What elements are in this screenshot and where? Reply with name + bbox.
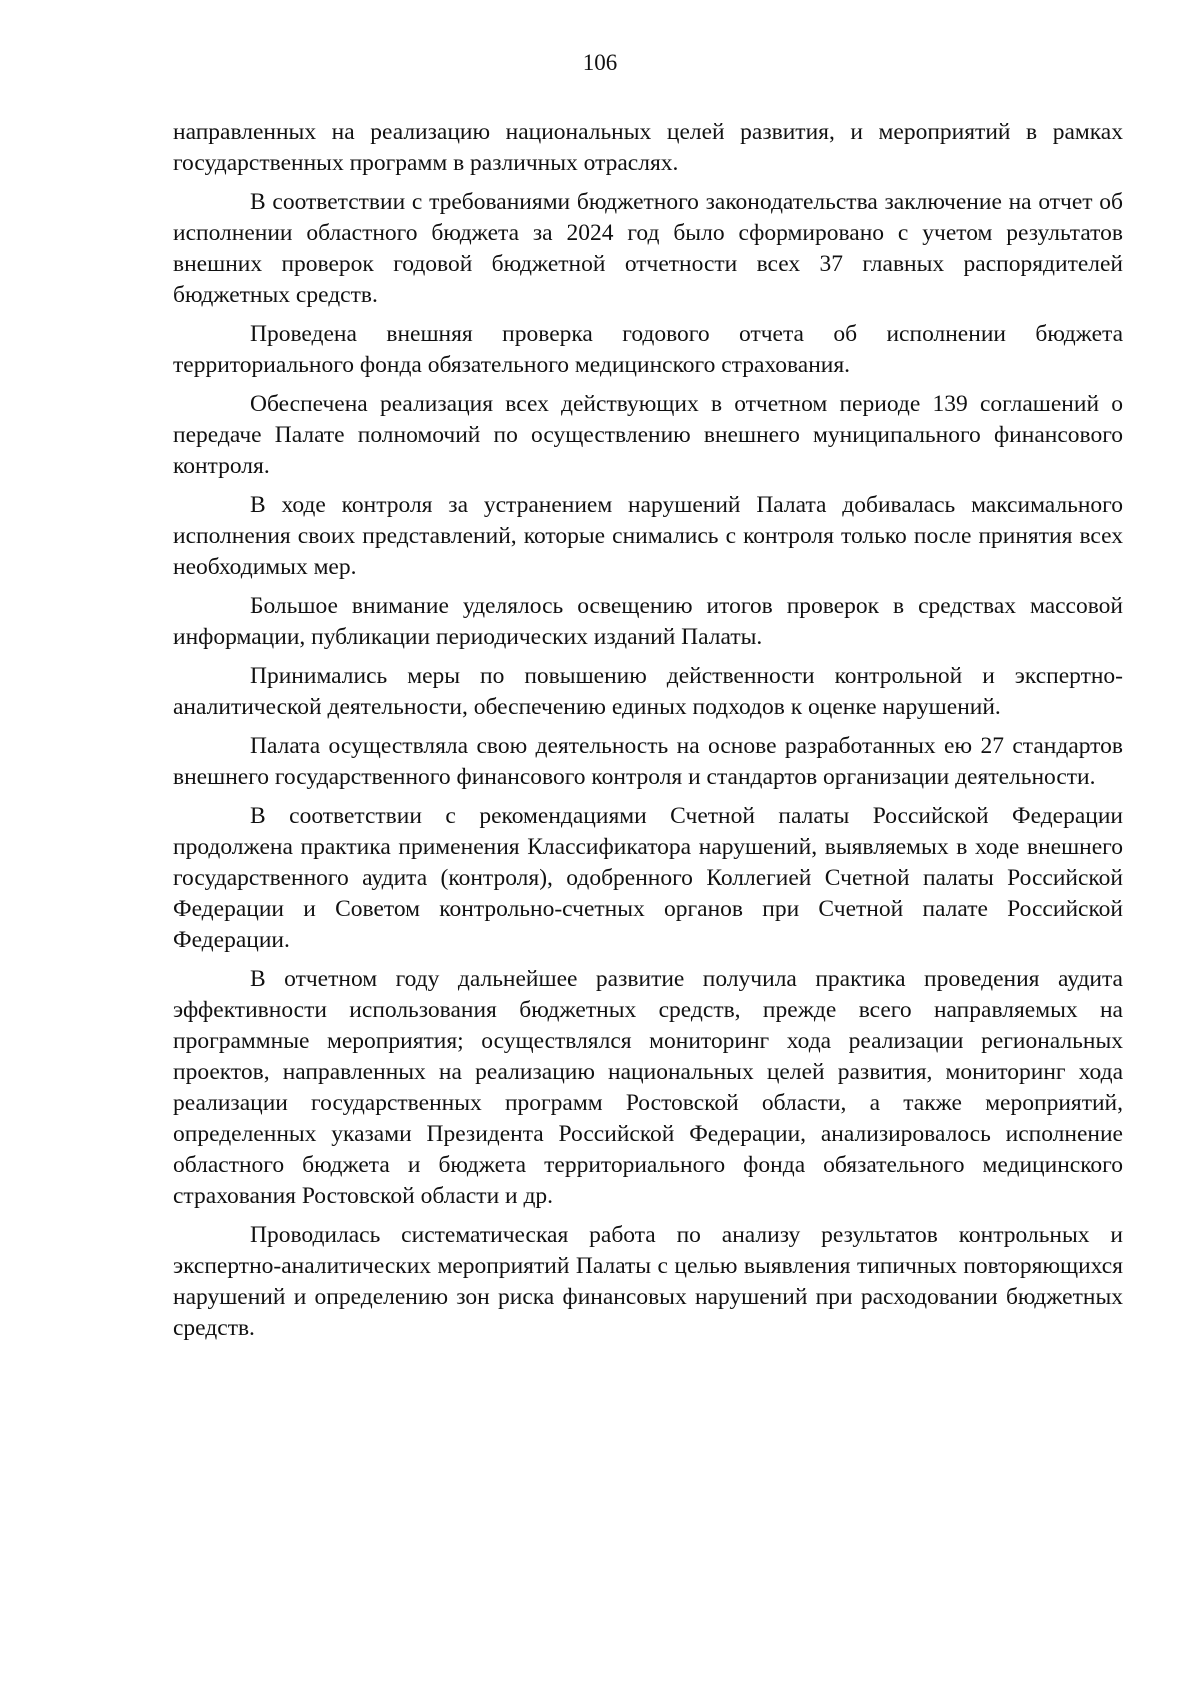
paragraph: Проведена внешняя проверка годового отчета об исполнении бюджета территориального фонда обязательного медицинского страхования.: [173, 321, 1123, 378]
paragraph: Проводилась систематическая работа по анализу результатов контрольных и экспертно-аналитических мероприятий Палаты с целью выявления типичных повторяющихся нарушений и определению зон риска финансовых нарушений при расходовании бюджетных средств.: [173, 1222, 1123, 1341]
paragraph: Палата осуществляла свою деятельность на основе разработанных ею 27 стандартов внешнего государственного финансового контроля и стандартов организации деятельности.: [173, 733, 1123, 790]
document-body: [173, 117, 1123, 1352]
page-number: 106: [582, 50, 618, 75]
paragraph: В ходе контроля за устранением нарушений Палата добивалась максимального исполнения своих представлений, которые снимались с контроля только после принятия всех необходимых мер.: [173, 492, 1123, 580]
paragraph: Большое внимание уделялось освещению итогов проверок в средствах массовой информации, публикации периодических изданий Палаты.: [173, 593, 1123, 650]
paragraph: В соответствии с требованиями бюджетного законодательства заключение на отчет об исполнении областного бюджета за 2024 год было сформировано с учетом результатов внешних проверок годовой бюджетной отчетности всех 37 главных распорядителей бюджетных средств.: [173, 189, 1123, 308]
paragraph-continued: направленных на реализацию национальных целей развития, и мероприятий в рамках государственных программ в различных отраслях.: [173, 119, 1123, 176]
paragraph: В соответствии с рекомендациями Счетной палаты Российской Федерации продолжена практика применения Классификатора нарушений, выявляемых в ходе внешнего государственного аудита (контроля), одобренного Коллегией Счетной палаты Российской Федерации и Советом контрольно-счетных органов при Счетной палате Российской Федерации.: [173, 803, 1123, 953]
paragraph: В отчетном году дальнейшее развитие получила практика проведения аудита эффективности использования бюджетных средств, прежде всего направляемых на программные мероприятия; осуществлялся мониторинг хода реализации региональных проектов, направленных на реализацию национальных целей развития, мониторинг хода реализации государственных программ Ростовской области, а также мероприятий, определенных указами Президента Российской Федерации, анализировалось исполнение областного бюджета и бюджета территориального фонда обязательного медицинского страхования Ростовской области и др.: [173, 966, 1123, 1209]
paragraph: Обеспечена реализация всех действующих в отчетном периоде 139 соглашений о передаче Палате полномочий по осуществлению внешнего муниципального финансового контроля.: [173, 391, 1123, 479]
paragraph: Принимались меры по повышению действенности контрольной и экспертно-аналитической деятельности, обеспечению единых подходов к оценке нарушений.: [173, 663, 1123, 720]
